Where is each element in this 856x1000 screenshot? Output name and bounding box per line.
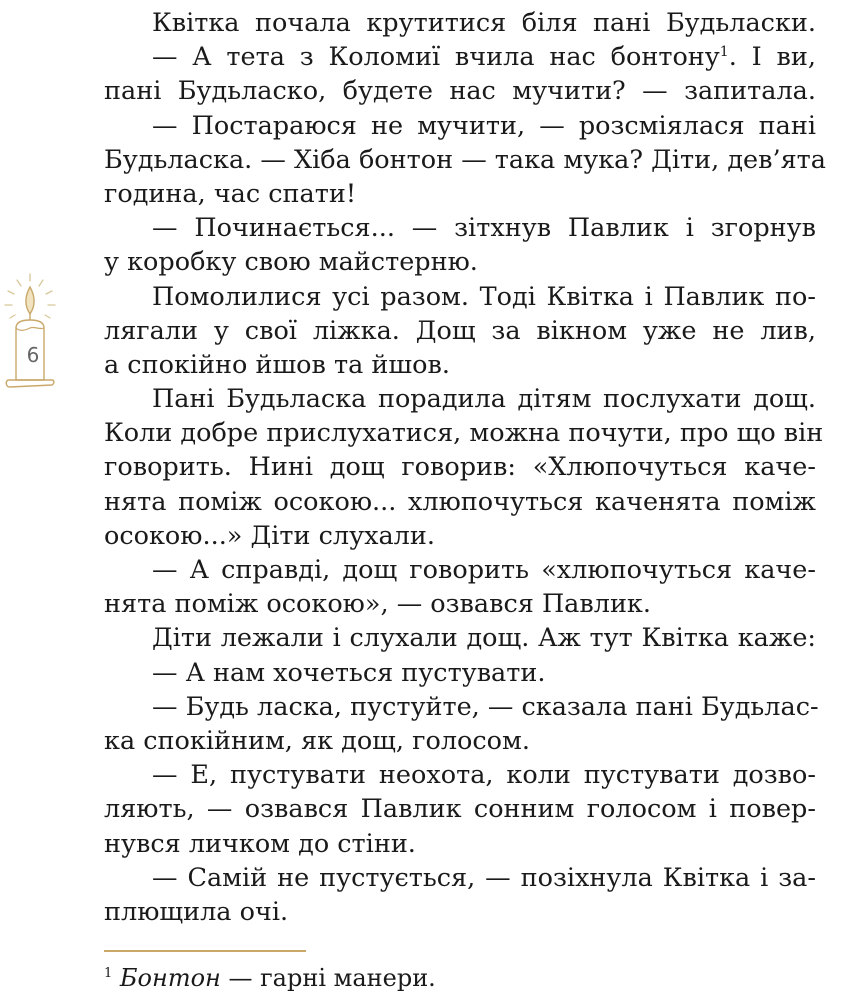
footnote-reference: 1 [719,44,729,61]
text-line: — Е, пустувати неохота, коли пустувати дозво- [152,760,816,791]
footnote-definition: — гарні манери. [220,964,436,992]
text-line: лягали у свої ліжка. Дощ за вікном уже не лив, [104,315,816,346]
text-line: Будьласка. — Хіба бонтон — така мука? Діти, дев’ята [104,144,826,175]
text-line: пані Будьласко, будете нас мучити? — запитала. [104,76,816,107]
text-segment: — А тета з Коломиї вчила нас бонтону [152,42,720,73]
text-line: ляють, — озвався Павлик сонним голосом і повер- [104,794,816,825]
text-line: — А справді, дощ говорить «хлюпочуться каче- [152,555,816,585]
footnote-marker: 1 [104,966,113,981]
text-line: — Починається... — зітхнув Павлик і згорнув [152,213,816,244]
text-line: осокою...» Діти слухали. [104,520,435,551]
text-line: година, час спати! [104,178,357,209]
page-text [104,6,826,929]
text-line: плющила очі. [104,896,289,927]
text-line: ка спокійним, як дощ, голосом. [104,725,530,756]
text-segment: . І ви, [728,42,816,73]
text-line: нята поміж осокою... хлюпочуться каченята поміж [104,486,816,517]
text-line: Коли добре прислухатися, можна почути, про що він [104,418,824,449]
text-line: — А нам хочеться пустувати. [152,657,546,688]
text-line: Діти лежали і слухали дощ. Аж тут Квітка каже: [152,623,816,654]
page-number: 6 [26,343,40,367]
text-line: — Будь ласка, пустуйте, — сказала пані Будьлас- [152,691,819,722]
footnote-divider [104,950,306,952]
text-line: Пані Будьласка порадила дітям послухати дощ. [152,384,816,415]
text-line: — Постараюся не мучити, — розсміялася пані [152,110,816,141]
text-line: Квітка почала крутитися біля пані Будьласки. [152,8,816,38]
text-line [104,40,816,74]
text-line: — Самій не пустується, — позіхнула Квітка і за- [152,862,816,893]
text-line: Помолилися усі разом. Тоді Квітка і Павлик по- [152,281,816,312]
text-line: нята поміж осокою», — озвався Павлик. [104,589,651,620]
candle-icon [0,272,60,392]
text-line: нувся личком до стіни. [104,828,416,859]
text-line: у коробку свою майстерню. [104,247,478,278]
footnote [104,962,436,994]
text-line: говорить. Нині дощ говорив: «Хлюпочуться каче- [104,452,816,483]
footnote-term: Бонтон [119,964,221,992]
text-line: а спокійно йшов та йшов. [104,349,450,380]
